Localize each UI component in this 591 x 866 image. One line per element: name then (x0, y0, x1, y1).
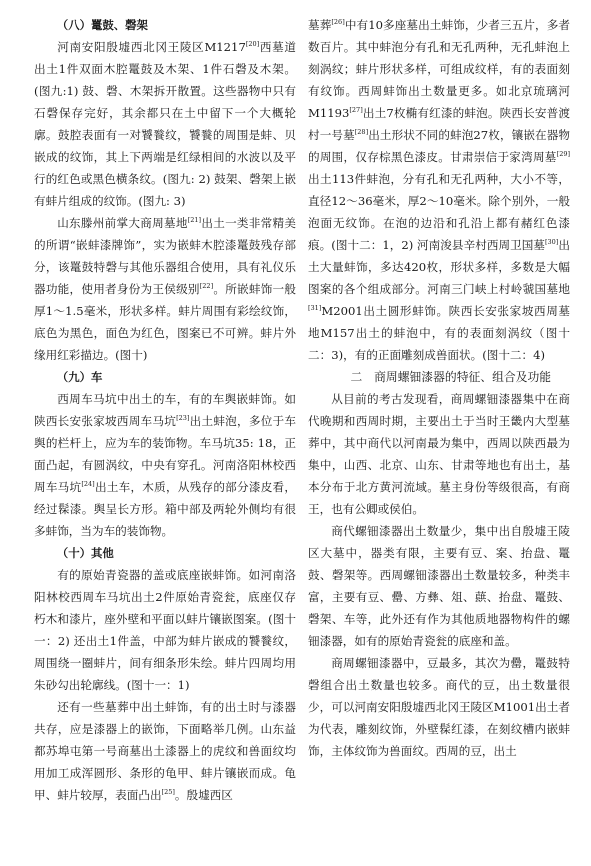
subheading-other: （十）其他 (56, 546, 114, 560)
paragraph-dou-vessels: 商周螺钿漆器中，豆最多，其次为罍，鼍鼓特磬组合出土数量也较多。商代的豆，出土数量很少，可以河南安阳殷墟西北冈王陵区M1001出土者为代表，雕刻纹饰，外壁髹红漆，在刻纹槽内嵌蚌饰，主体纹饰为兽面纹。西周的豆，出土 (308, 656, 570, 758)
citation: [27] (349, 106, 363, 115)
paragraph-continued-tombs: 墓葬[26]中有10多座墓出土蚌饰，少者三五片，多者数百片。其中蚌泡分有孔和无孔两种，无孔蚌泡上刻涡纹；蚌片形状多样，可组成纹样，有的表面刻有纹饰。西周蚌饰出土数量更多。如北京琉璃河M1193[27]出土7枚椭有红漆的蚌泡。陕西长安普渡村一号墓[28]出土形状不同的蚌泡27枚，镶嵌在器物的周围，仅存棕黑色漆皮。甘肃崇信于家湾周墓[29]出土113件蚌泡，分有孔和无孔两种，大小不等，直径12～36毫米，厚2～10毫米。除个别外，一般泡面无纹饰。在泡的边沿和孔沿上都有赭红色漆痕。(图十二：1，2) 河南浚县辛村西周卫国墓[30]出土大量蚌饰，多达420枚，形状多样，多数是大幅图案的各个组成部分。河南三门峡上村岭虢国墓地[31]M2001出土圆形蚌饰。陕西长安张家坡西周墓地M157出土的蚌泡中，有的表面刻涡纹（图十二：3)，有的正面雕刻成兽面状。(图十二：4) (308, 18, 570, 362)
left-column (34, 14, 296, 806)
citation: [26] (331, 18, 345, 27)
citation: [28] (354, 128, 369, 137)
citation: [29] (556, 150, 570, 159)
citation: [23] (176, 414, 190, 423)
paragraph-tengzhou-qianzhangda: 山东滕州前掌大商周墓地[21]出土一类非常精美的所谓“嵌蚌漆牌饰”，实为嵌蚌木腔漆鼍鼓残存部分，该鼍鼓特磬与其他乐器组合使用，具有礼仪乐器功能，使用者身份为王侯级别[22]。所嵌蚌饰一般厚1～1.5毫米，形状多样。蚌片周围有彩绘纹饰，底色为黑色，面色为红色，图案已不可辨。蚌片外缘用红彩描边。(图十) (34, 216, 296, 362)
citation: [30] (545, 238, 559, 247)
citation: [21] (187, 216, 202, 225)
citation: [22] (199, 282, 214, 291)
paragraph-distribution: 从目前的考古发现看，商周螺钿漆器集中在商代晚期和西周时期，主要出土于当时王畿内大型墓葬中，其中商代以河南最为集中，西周以陕西最为集中，山西、北京、山东、甘肃等地也有出土，基本分布于北方黄河流域。墓主身份等级很高，有商王，也有公卿或侯伯。 (308, 392, 570, 516)
citation: [20] (245, 40, 260, 49)
paragraph-anyang-m1217: 河南安阳殷墟西北冈王陵区M1217[20]西墓道出土1件双面木腔鼍鼓及木架、1件石磬及木架。(图九:1) 鼓、磬、木架拆开散置。这些器物中只有石磬保存完好，其余都只在土中留下一个大概轮廓。鼓腔表面有一对饕餮纹，饕餮的周围是蚌、贝嵌成的纹饰，其上下两端是红绿相间的水波以及平行的红色或黑色横条纹。(图九: 2) 鼓架、磬架上嵌有蚌片组成的纹饰。(图九: 3) (34, 40, 296, 208)
right-column (308, 14, 570, 762)
citation: [24] (81, 480, 95, 489)
subheading-drum-chime-stand: （八）鼍鼓、磬架 (56, 18, 148, 32)
paragraph-chariot-pits: 西周车马坑中出土的车，有的车舆嵌蚌饰。如陕西长安张家坡西周车马坑[23]出土蚌泡，多位于车舆的栏杆上，应为车的装饰物。车马坑35: 18，正面凸起，有圆涡纹，中央有穿孔。河南洛阳林校西周车马坑[24]出土车，木质，从残存的部分漆皮看，经过髹漆。舆呈长方形。箱中部及两轮外侧均有很多蚌饰，当为车的装饰物。 (34, 392, 296, 538)
paragraph-vessel-types: 商代螺钿漆器出土数量少，集中出自殷墟王陵区大墓中，器类有限，主要有豆、案、抬盘、鼍鼓、磬架等。西周螺钿漆器出土数量较多，种类丰富，主要有豆、罍、方彝、俎、蕻、抬盘、鼍鼓、磬架、车等，此外还有作为其他质地器物构件的螺钿漆器，如有的原始青瓷瓮的底座和盖。 (308, 524, 570, 648)
citation: [25] (161, 788, 175, 797)
section-title: 二 商周螺钿漆器的特征、组合及功能 (350, 370, 552, 384)
citation: [31] (308, 304, 322, 313)
paragraph-proto-celadon: 有的原始青瓷器的盖或底座嵌蚌饰。如河南洛阳林校西周车马坑出土2件原始青瓷瓮，底座仅存朽木和漆片，座外壁和平面以蚌片镶嵌图案。(图十一：2) 还出土1件盖，中部为蚌片嵌成的饕餮纹，周围绕一圈蚌片，间有细条形朱绘。蚌片四周均用朱砂勾出轮廓线。(图十一：1) (34, 568, 296, 692)
subheading-chariot: （九）车 (56, 370, 103, 384)
paragraph-tomb-shell-inlays: 还有一些墓葬中出土蚌饰，有的出土时与漆器共存，应是漆器上的嵌饰，下面略举几例。山东益都苏埠屯第一号商墓出土漆器上的虎纹和兽面纹均用加工成浑圆形、条形的龟甲、蚌片镶嵌而成。龟甲、蚌片较厚，表面凸出[25]。殷墟西区 (34, 700, 296, 802)
